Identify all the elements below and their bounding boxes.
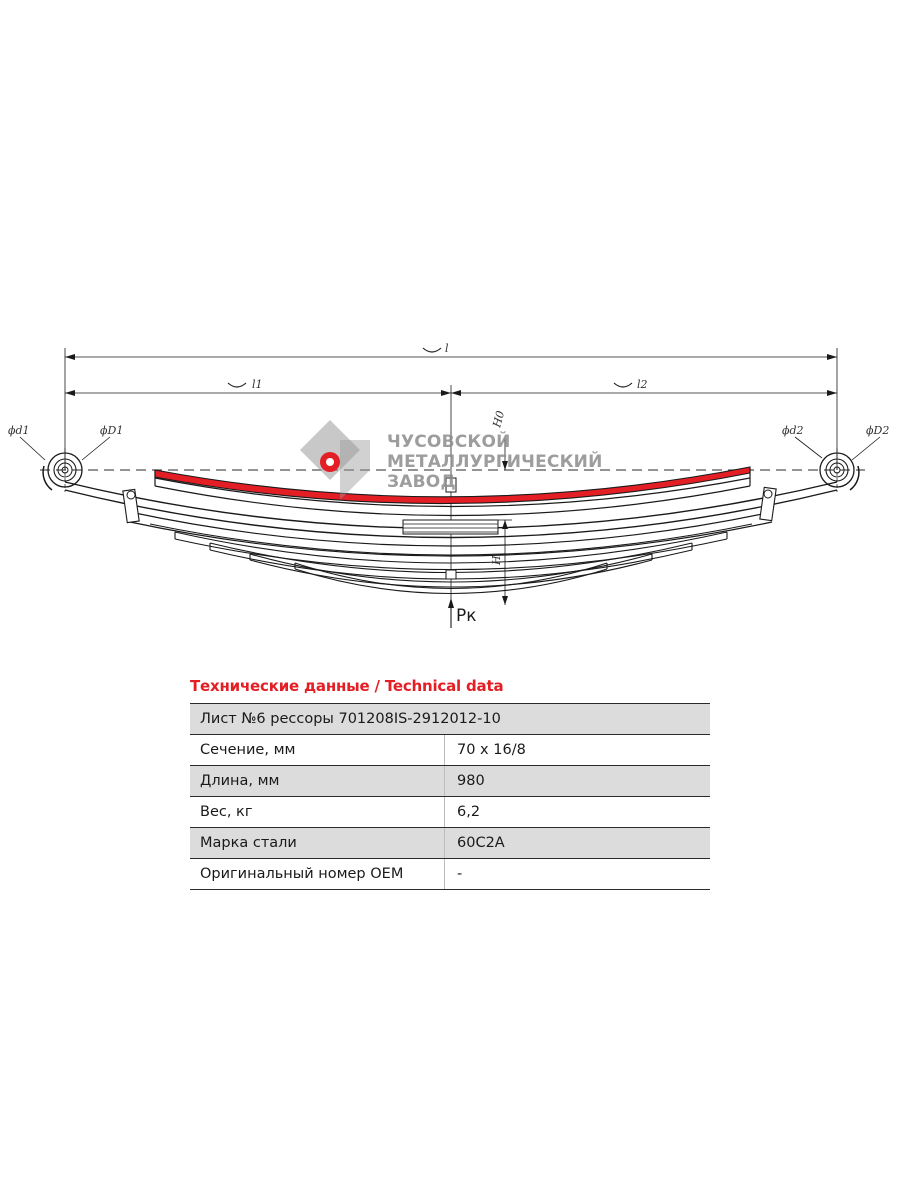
spec-header-row bbox=[190, 704, 710, 735]
logo-line-2: МЕТАЛЛУРГИЧЕСКИЙ bbox=[387, 452, 603, 472]
leaf-spring-drawing bbox=[0, 330, 900, 640]
table-row bbox=[190, 797, 710, 828]
logo-line-1: ЧУСОВСКОЙ bbox=[387, 432, 511, 452]
spec-value: 980 bbox=[445, 766, 711, 797]
dim-label-H: H bbox=[490, 555, 503, 565]
right-eye bbox=[820, 448, 859, 492]
load-label: Pк bbox=[456, 606, 477, 626]
dim-label-l1: l1 bbox=[252, 378, 263, 391]
spec-label: Вес, кг bbox=[190, 797, 445, 828]
table-row bbox=[190, 735, 710, 766]
dim-label-H0: H0 bbox=[490, 409, 508, 429]
dim-label-d1: ϕd1 bbox=[8, 424, 30, 437]
table-row bbox=[190, 828, 710, 859]
company-logo bbox=[300, 420, 603, 500]
spec-label: Оригинальный номер OEM bbox=[190, 859, 445, 890]
table-row bbox=[190, 859, 710, 890]
spec-header: Лист №6 рессоры 701208IS-2912012-10 bbox=[190, 704, 710, 735]
logo-line-3: ЗАВОД bbox=[387, 472, 456, 492]
spec-table bbox=[190, 703, 710, 890]
dim-label-l2: l2 bbox=[637, 378, 648, 391]
spec-label: Марка стали bbox=[190, 828, 445, 859]
spec-value: - bbox=[445, 859, 711, 890]
dim-label-l: l bbox=[445, 342, 449, 355]
spec-label: Длина, мм bbox=[190, 766, 445, 797]
spec-title: Технические данные / Technical data bbox=[190, 677, 504, 695]
spec-value: 60С2А bbox=[445, 828, 711, 859]
dim-label-d2: ϕd2 bbox=[782, 424, 804, 437]
spec-value: 6,2 bbox=[445, 797, 711, 828]
table-row bbox=[190, 766, 710, 797]
spec-value: 70 x 16/8 bbox=[445, 735, 711, 766]
spec-label: Сечение, мм bbox=[190, 735, 445, 766]
dim-label-D2: ϕD2 bbox=[866, 424, 890, 437]
dim-label-D1: ϕD1 bbox=[100, 424, 124, 437]
